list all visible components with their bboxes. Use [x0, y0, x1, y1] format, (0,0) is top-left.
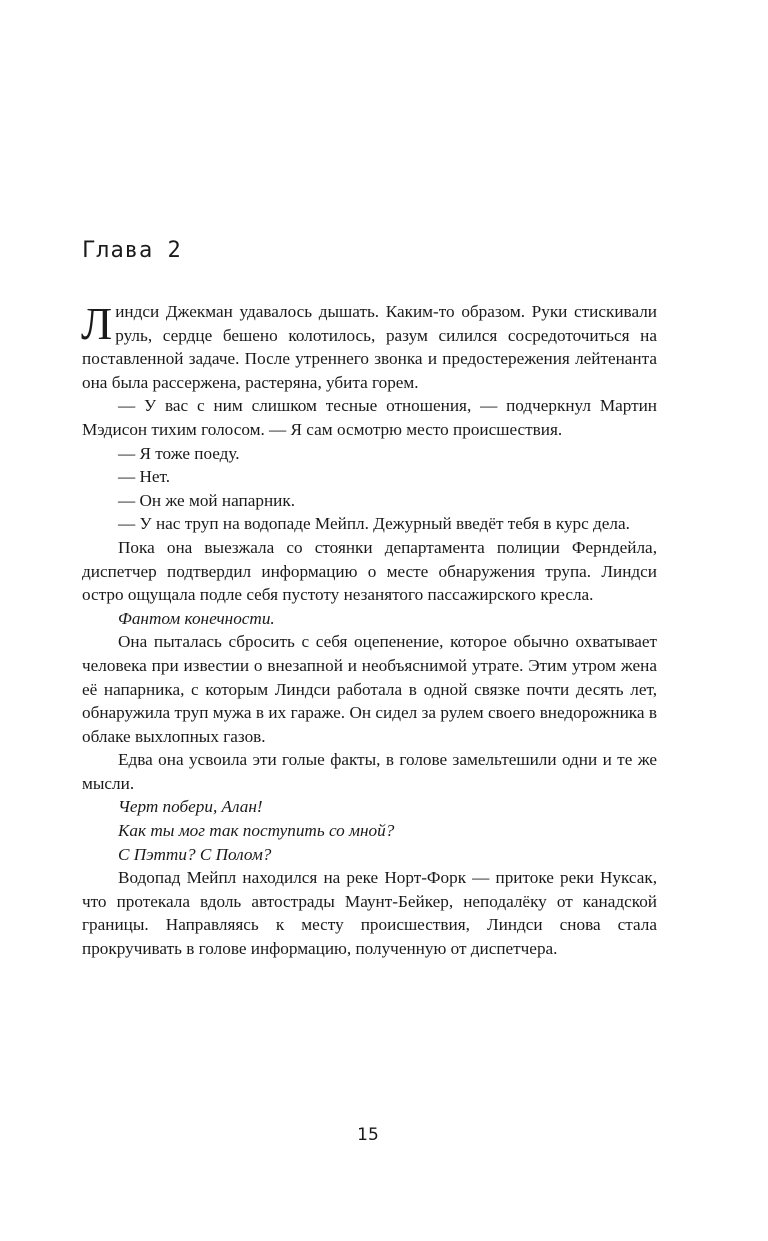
dialogue-line: — У вас с ним слишком тесные отношения, — подчеркнул Мартин Мэдисон тихим голосом. — Я сам осмотрю место происшествия.: [82, 396, 657, 439]
page-number: 15: [357, 1125, 379, 1145]
paragraph: Пока она выезжала со стоянки департамента полиции Ферндейла, диспетчер подтвердил информацию о месте обнаружения трупа. Линдси остро ощущала подле себя пустоту незанятого пассажирского кресла.: [82, 537, 657, 605]
dialogue-line: — Нет.: [118, 467, 171, 487]
drop-cap: Л: [81, 298, 113, 349]
paragraph: Водопад Мейпл находился на реке Норт-Форк — притоке реки Нуксак, что протекала вдоль автострады Маунт-Бейкер, неподалёку от канадской границы. Направляясь к месту происшествия, Линдси снова стала прокручивать в голове информацию, полученную от диспетчера.: [82, 868, 657, 959]
italic-thought: Черт побери, Алан!: [118, 797, 263, 817]
italic-thought: С Пэтти? С Полом?: [118, 844, 272, 864]
paragraph-1: Линдси Джекман удавалось дышать. Каким-то образом. Руки стискивали руль, сердце бешено колотилось, разум силился сосредоточиться на поставленной задаче. После утреннего звонка и предостережения лейтенанта она была рассержена, растеряна, убита горем.: [81, 298, 657, 392]
dialogue-line: — У нас труп на водопаде Мейпл. Дежурный введёт тебя в курс дела.: [118, 514, 630, 534]
body-text: [82, 300, 657, 961]
chapter-title: Глава 2: [82, 238, 182, 263]
italic-thought: Как ты мог так поступить со мной?: [118, 821, 395, 841]
dialogue-line: — Я тоже поеду.: [118, 443, 240, 463]
italic-thought: Фантом конечности.: [118, 608, 275, 628]
paragraph: Едва она усвоила эти голые факты, в голове замельтешили одни и те же мысли.: [82, 750, 657, 793]
dialogue-line: — Он же мой напарник.: [118, 490, 295, 510]
paragraph: Она пыталась сбросить с себя оцепенение, которое обычно охватывает человека при известии о внезапной и необъяснимой утрате. Этим утром жена её напарника, с которым Линдси работала в одной связке почти десять лет, обнаружила труп мужа в их гараже. Он сидел за рулем своего внедорожника в облаке выхлопных газов.: [82, 632, 657, 746]
